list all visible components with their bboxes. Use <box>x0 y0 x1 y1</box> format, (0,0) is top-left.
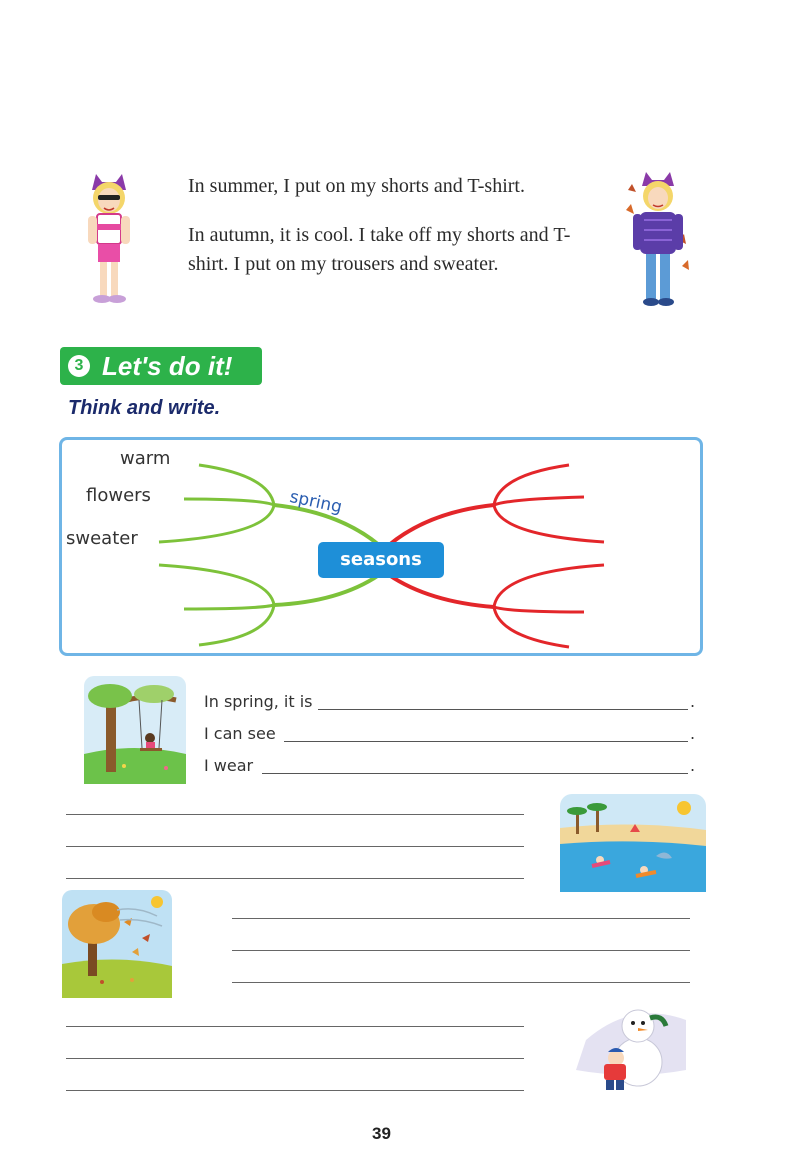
mind-map-center: seasons <box>318 542 444 578</box>
mind-map-word: flowers <box>86 485 151 506</box>
writing-line[interactable] <box>66 1058 524 1059</box>
section-badge <box>60 347 262 385</box>
story-text <box>188 172 608 299</box>
section-number: 3 <box>68 355 90 377</box>
sentence-period: . <box>690 724 696 743</box>
girl-summer-illustration <box>78 168 140 308</box>
writing-line[interactable] <box>66 1026 524 1027</box>
writing-line[interactable] <box>232 982 690 983</box>
sentence-period: . <box>690 692 696 711</box>
instruction-heading: Think and write. <box>68 397 221 419</box>
writing-line[interactable] <box>232 950 690 951</box>
winter-snowman-illustration <box>576 1000 688 1094</box>
mind-map-branch-label: spring <box>287 487 344 518</box>
spring-swing-illustration <box>84 676 186 784</box>
girl-autumn-illustration <box>622 170 692 310</box>
sentence-prompt: I wear <box>204 756 254 775</box>
writing-line[interactable] <box>232 918 690 919</box>
writing-line[interactable] <box>66 814 524 815</box>
mind-map-word: sweater <box>66 528 138 549</box>
writing-line[interactable] <box>66 1090 524 1091</box>
page-number: 39 <box>372 1124 391 1143</box>
mind-map-word: warm <box>120 448 171 469</box>
answer-blank[interactable] <box>284 741 688 742</box>
autumn-tree-illustration <box>62 890 172 998</box>
writing-line[interactable] <box>66 878 524 879</box>
answer-blank[interactable] <box>262 773 688 774</box>
sentence-prompt: In spring, it is <box>204 692 313 711</box>
sentence-period: . <box>690 756 696 775</box>
story-line-autumn: In autumn, it is cool. I take off my shorts and T-shirt. I put on my trousers and sweater. <box>188 224 571 275</box>
sentence-prompt: I can see <box>204 724 276 743</box>
answer-blank[interactable] <box>318 709 688 710</box>
section-title: Let's do it! <box>102 351 233 381</box>
story-line-summer: In summer, I put on my shorts and T-shirt. <box>188 175 525 197</box>
summer-beach-illustration <box>560 794 706 892</box>
writing-line[interactable] <box>66 846 524 847</box>
